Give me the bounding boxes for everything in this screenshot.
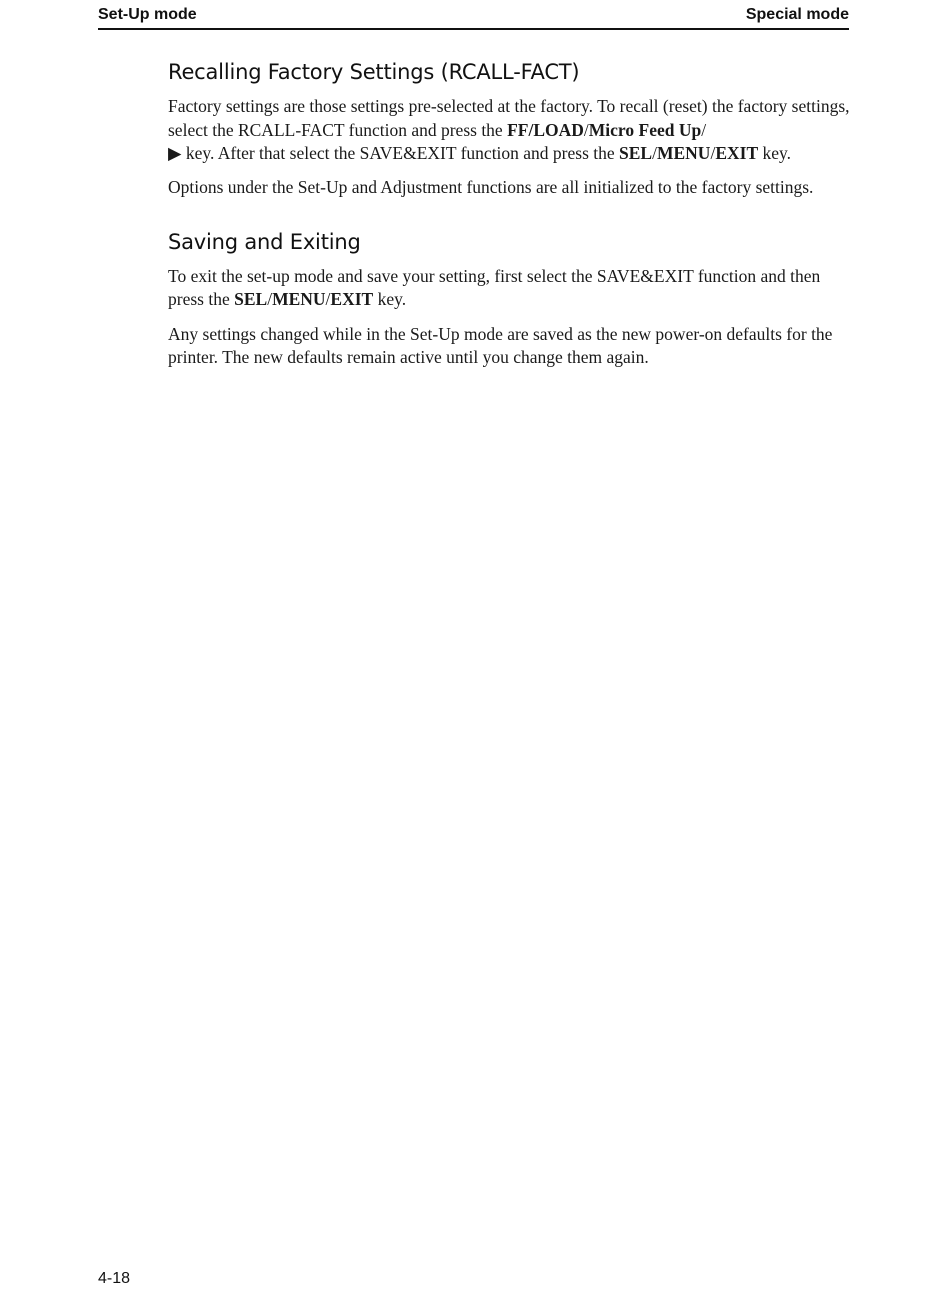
key-exit: EXIT — [715, 142, 759, 163]
text-run: key. — [373, 289, 407, 310]
key-micro-feed-up: Micro Feed Up — [588, 119, 702, 140]
page-number: 4-18 — [98, 1270, 131, 1287]
header-chapter-title: Set-Up mode — [98, 6, 197, 23]
page-content — [168, 58, 852, 380]
recall-factory-paragraph-1 — [168, 95, 852, 165]
key-sel: SEL — [234, 289, 268, 310]
header-section-title: Special mode — [745, 6, 849, 23]
text-run: key. After that select the SAVE&EXIT function and press the — [181, 142, 620, 163]
text-run: key. — [758, 142, 792, 163]
separator: / — [267, 289, 273, 310]
page-header — [98, 4, 849, 30]
separator: / — [710, 142, 716, 163]
section-heading-saving-exiting: Saving and Exiting — [168, 229, 361, 254]
saving-exiting-paragraph-1 — [168, 265, 852, 312]
text-run: To exit the set-up mode and save your setting, first select the SAVE&EXIT function and then press the — [168, 265, 821, 310]
text-run: Factory settings are those settings pre-selected at the factory. To recall (reset) the factory settings, select the RCALL-FACT function and press the — [168, 96, 850, 140]
key-menu: MENU — [656, 142, 711, 163]
section-heading-recall-factory: Recalling Factory Settings (RCALL-FACT) — [168, 60, 580, 84]
key-ff-load: FF/LOAD — [507, 119, 584, 140]
recall-factory-paragraph-2: Options under the Set-Up and Adjustment functions are all initialized to the factory settings. — [168, 177, 814, 198]
key-exit: EXIT — [330, 289, 374, 310]
right-arrow-icon: ▶ — [168, 142, 182, 163]
separator: / — [583, 119, 589, 140]
separator: / — [325, 289, 331, 310]
separator: / — [701, 119, 707, 140]
separator: / — [652, 142, 657, 163]
key-sel: SEL — [619, 142, 653, 163]
key-menu: MENU — [272, 289, 326, 310]
saving-exiting-paragraph-2: Any settings changed while in the Set-Up mode are saved as the new power-on defaults for the printer. The new defaults remain active until you change them again. — [168, 323, 833, 367]
